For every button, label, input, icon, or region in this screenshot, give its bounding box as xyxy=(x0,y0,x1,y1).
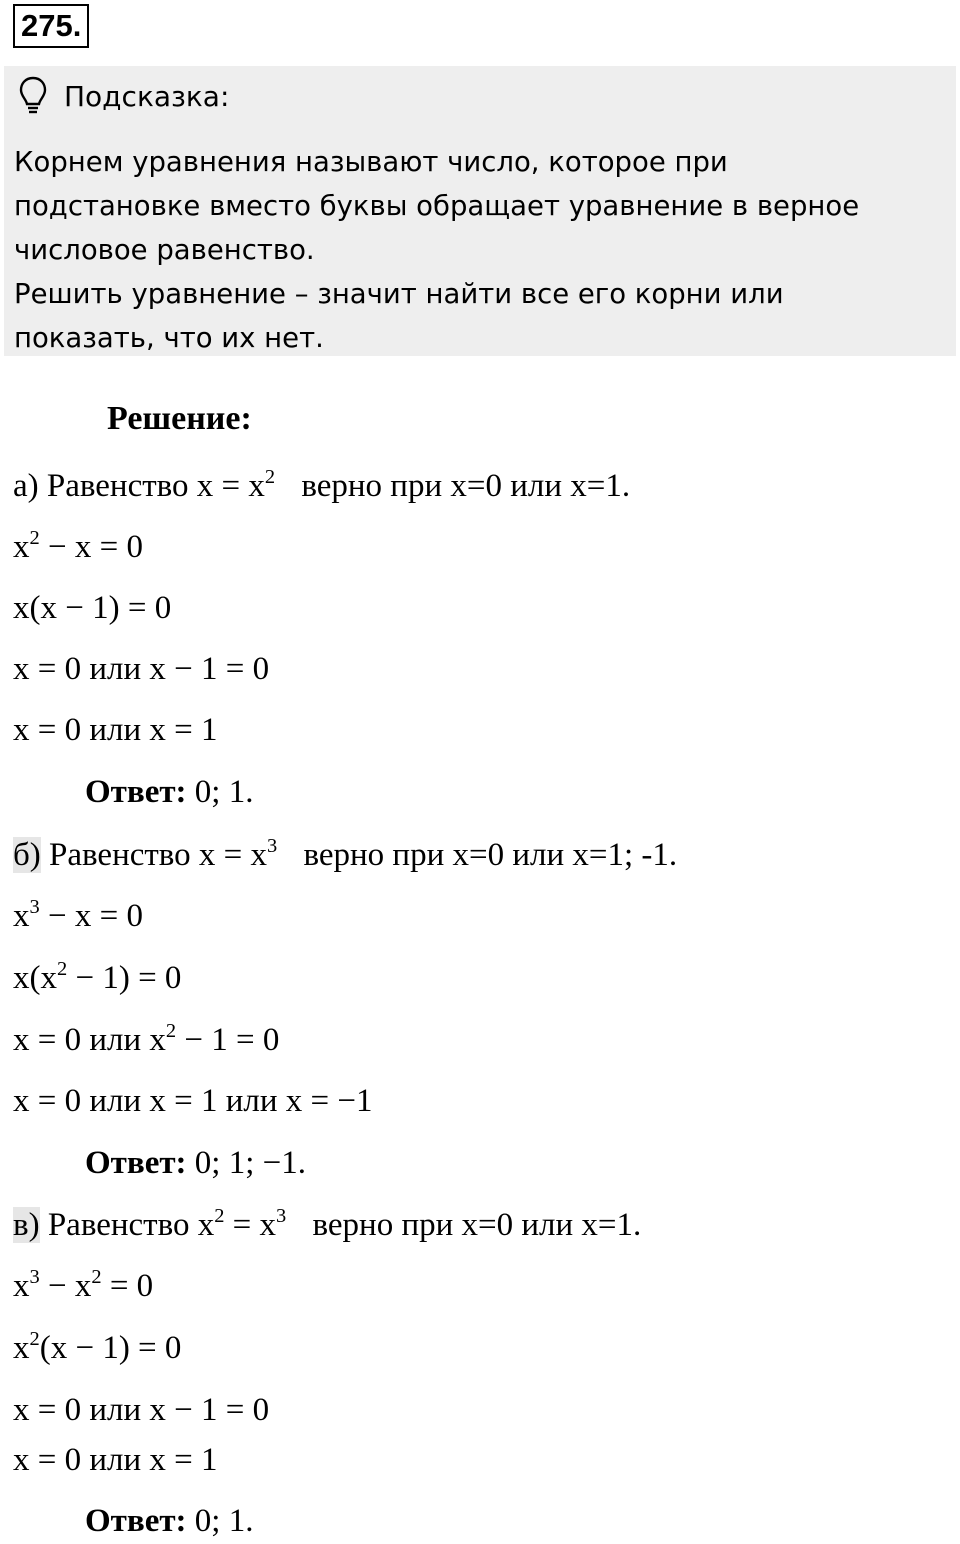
lightbulb-icon xyxy=(18,75,48,117)
part-a-answer-value: 0; 1. xyxy=(194,774,254,810)
part-a-step-4: x = 0 или x = 1 xyxy=(13,712,218,748)
part-b-answer-value: 0; 1; −1. xyxy=(194,1145,306,1181)
hint-header xyxy=(18,74,229,118)
part-c-step-4: x = 0 или x = 1 xyxy=(13,1442,218,1478)
solution-heading: Решение: xyxy=(107,400,252,437)
hint-text: Корнем уравнения называют число, которое при подстановке вместо буквы обращает уравнение в верное числовое равенство. Решить уравнение – значит найти все его корни или показать, что их нет. xyxy=(14,146,860,354)
part-a-step-2: x(x − 1) = 0 xyxy=(13,590,172,626)
part-c-answer-value: 0; 1. xyxy=(194,1503,254,1539)
part-a-step-3: x = 0 или x − 1 = 0 xyxy=(13,651,270,687)
answer-label: Ответ: xyxy=(85,774,187,810)
task-number: 275. xyxy=(13,4,89,48)
hint-title: Подсказка: xyxy=(64,79,230,113)
part-b-step-1: $x^3 - x = 0$ xyxy=(13,896,143,934)
part-a-answer xyxy=(85,772,253,812)
part-c-step-3: x = 0 или x − 1 = 0 xyxy=(13,1392,270,1428)
part-a-label: а) xyxy=(13,468,39,504)
part-b-step-4: x = 0 или x = 1 или x = −1 xyxy=(13,1083,373,1119)
part-b-statement: б) Равенство $x = x^3$ верно при x=0 или x=1; -1. xyxy=(13,835,678,873)
part-b-step-2: $x(x^2 - 1) = 0$ xyxy=(13,958,182,996)
part-b-step-3: x = 0 или $x^2 - 1 = 0$ xyxy=(13,1020,280,1058)
part-c-answer xyxy=(85,1501,253,1541)
part-b-label: б) xyxy=(13,837,41,873)
hint-box xyxy=(4,66,956,356)
part-c-step-2: $x^2(x - 1) = 0$ xyxy=(13,1328,182,1366)
part-a-step-1: $x^2 - x = 0$ xyxy=(13,527,143,565)
part-b-answer xyxy=(85,1143,306,1183)
part-c-step-1: $x^3 - x^2 = 0$ xyxy=(13,1266,154,1304)
answer-label: Ответ: xyxy=(85,1145,187,1181)
answer-label: Ответ: xyxy=(85,1503,187,1539)
part-c-label: в) xyxy=(13,1207,40,1243)
part-a-statement: а) Равенство $x = x^2$ верно при x=0 или x=1. xyxy=(13,466,631,504)
part-c-statement: в) Равенство $x^2 = x^3$ верно при x=0 или x=1. xyxy=(13,1205,642,1243)
